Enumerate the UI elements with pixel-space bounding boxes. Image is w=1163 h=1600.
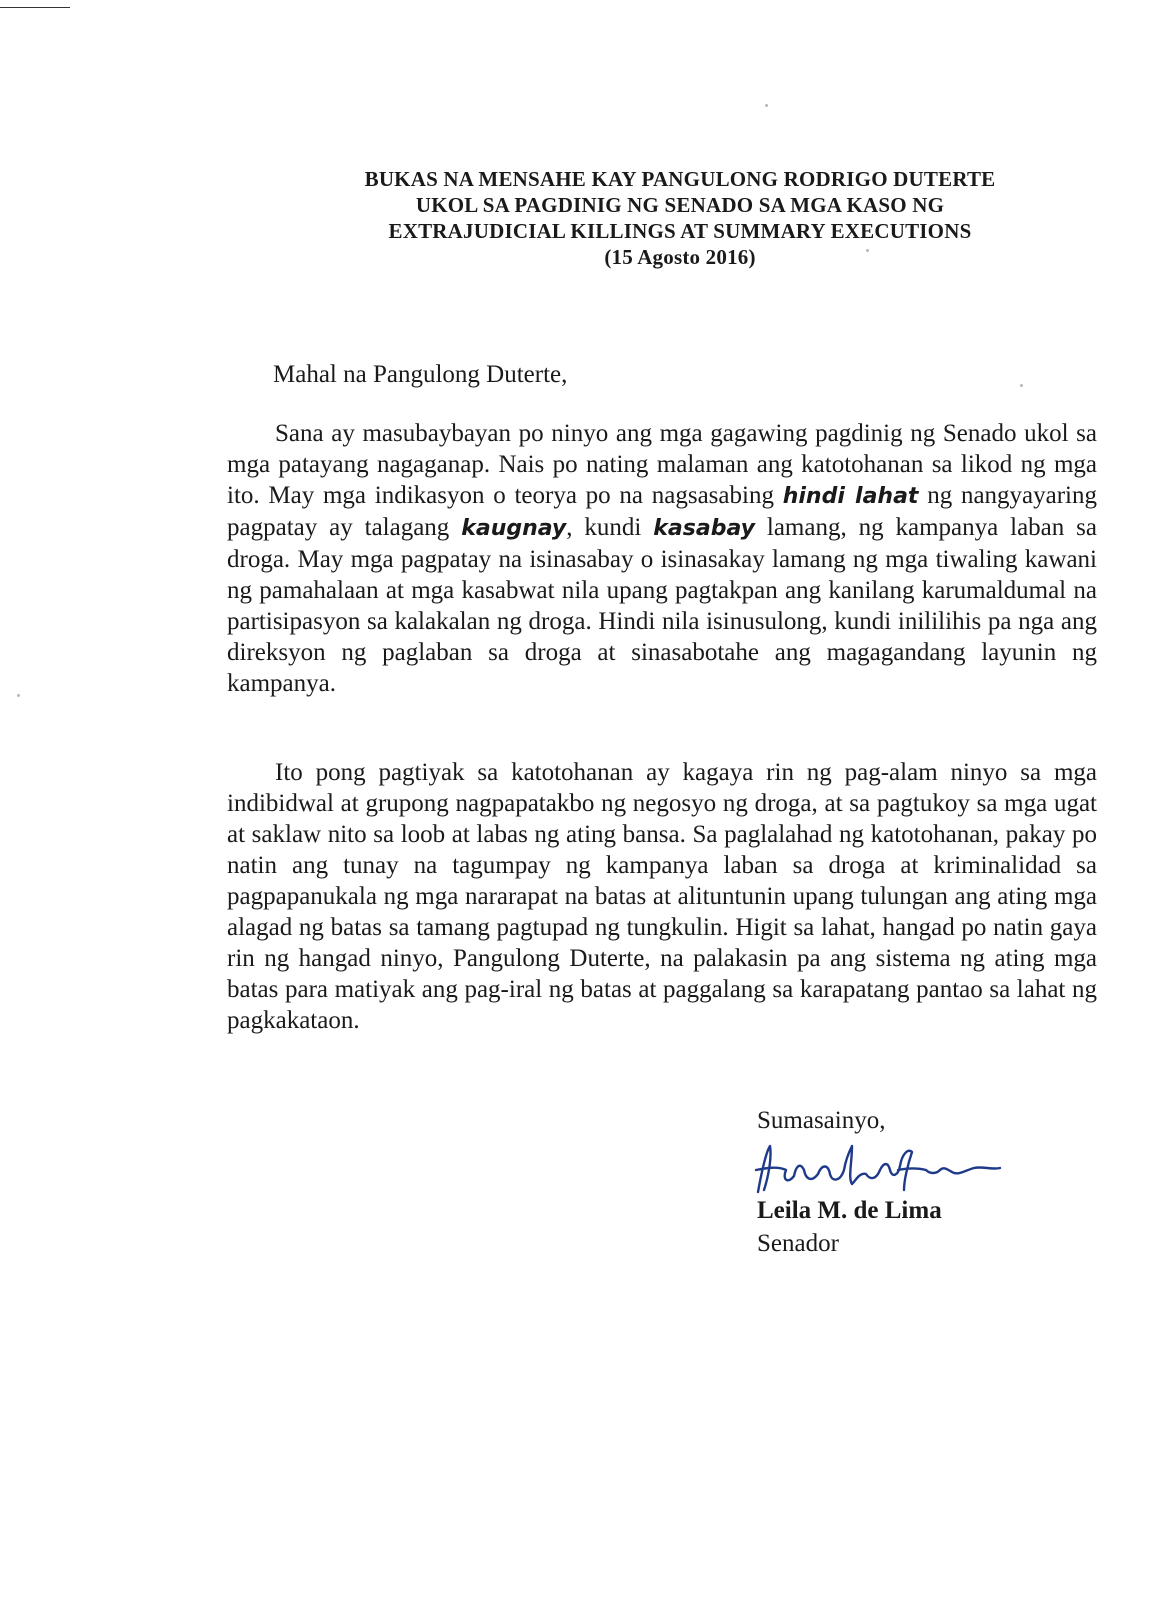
emphasis-text: kasabay	[653, 516, 755, 541]
scan-speck	[17, 694, 20, 697]
salutation: Mahal na Pangulong Duterte,	[273, 361, 568, 388]
body-paragraph-2: Ito pong pagtiyak sa katotohanan ay kagaya rin ng pag-alam ninyo sa mga indibidwal at grupong nagpapatakbo ng negosyo ng droga, at sa pagtukoy sa mga ugat at saklaw nito sa loob at labas ng ating bansa. Sa paglalahad ng katotohanan, pakay po natin ang tunay na tagumpay ng kampanya laban sa droga at kriminalidad sa pagpapanukala ng mga nararapat na batas at alituntunin upang tulungan ang ating mga alagad ng batas sa tamang pagtupad ng tungkulin. Higit sa lahat, hangad po natin gaya rin ng hangad ninyo, Pangulong Duterte, na palakasin pa ang sistema ng ating mga batas para matiyak ang pag-iral ng batas at paggalang sa karapatang pantao sa lahat ng pagkakataon.	[227, 759, 1097, 1034]
paragraph-text: Sana ay masubaybayan po ninyo ang mga gagawing pagdinig ng Senado ukol sa mga patayang nagaganap. Nais po nating malaman ang katotohanan sa likod ng mga ito. May mga indikasyon o teorya po na nagsasabing	[227, 420, 1097, 509]
title-line: BUKAS NA MENSAHE KAY PANGULONG RODRIGO DUTERTE	[364, 167, 996, 191]
paragraph-text: ng nangyayaring pagpatay ay talagang	[227, 482, 1098, 541]
paragraph-text: , kundi	[566, 514, 654, 541]
scan-edge-mark	[0, 7, 70, 8]
title-date: (15 Agosto 2016)	[604, 245, 756, 269]
scan-speck	[1020, 384, 1023, 387]
letter-title	[300, 166, 1060, 270]
paragraph-text: lamang, ng kampanya laban sa droga. May mga pagpatay na isinasabay o isinasakay lamang ng mga tiwaling kawani ng pamahalaan at mga kasabwat nila upang pagtakpan ang kanilang karumaldumal na partisipasyon sa kalakalan ng droga. Hindi nila isinusulong, kundi inililihis pa nga ang direksyon ng paglaban sa droga at sinasabotahe ang magagandang layunin ng kampanya.	[227, 514, 1097, 697]
title-line: EXTRAJUDICIAL KILLINGS AT SUMMARY EXECUTIONS	[388, 219, 972, 243]
emphasis-text: hindi lahat	[782, 484, 919, 509]
closing: Sumasainyo,	[757, 1107, 886, 1134]
signer-title: Senador	[757, 1230, 839, 1257]
handwritten-signature	[748, 1140, 1008, 1200]
title-line: UKOL SA PAGDINIG NG SENADO SA MGA KASO NG	[415, 193, 945, 217]
signer-name: Leila M. de Lima	[757, 1197, 942, 1224]
emphasis-text: kaugnay	[461, 516, 567, 541]
body-paragraph-1	[227, 418, 1097, 699]
scan-speck	[765, 104, 768, 107]
